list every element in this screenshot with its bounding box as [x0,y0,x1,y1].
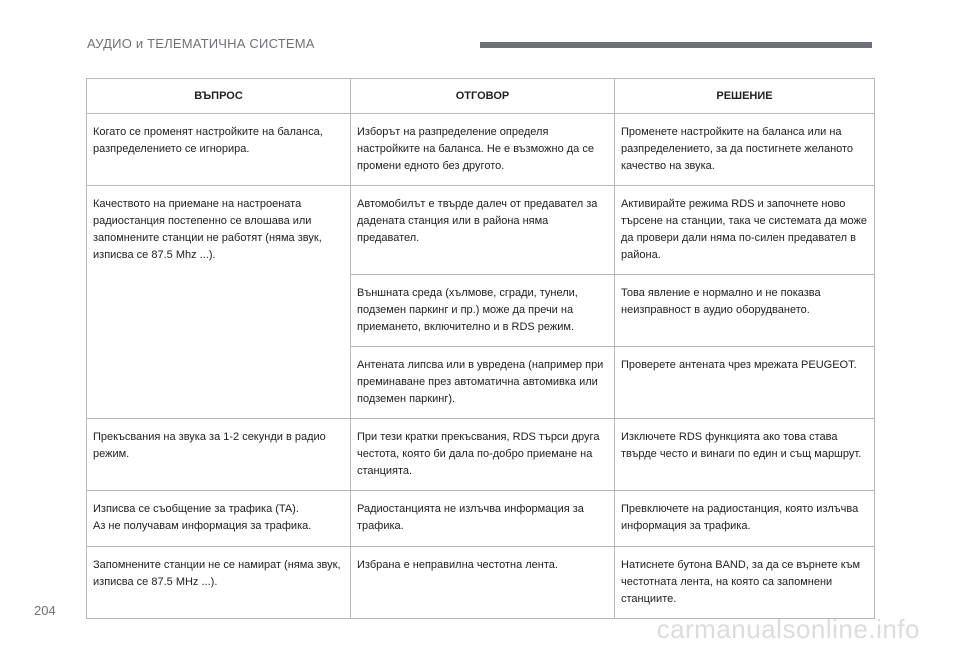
page-number: 204 [34,603,56,618]
question-cell: Когато се променят настройките на баланса, разпределението се игнорира. [87,114,351,186]
header-rule [480,42,872,48]
table-row [87,547,875,619]
table-row [87,491,875,547]
column-header-question: ВЪПРОС [87,79,351,114]
solution-cell: Това явление е нормално и не показва неизправност в аудио оборудването. [615,275,875,347]
answer-cell: При тези кратки прекъсвания, RDS търси друга честота, която би дала по-добро приемане на станцията. [351,419,615,491]
question-cell: Изписва се съобщение за трафика (TA). Аз не получавам информация за трафика. [87,491,351,547]
section-title: АУДИО и ТЕЛЕМАТИЧНА СИСТЕМА [87,36,315,51]
solution-cell: Активирайте режима RDS и започнете ново търсене на станции, така че системата да може да провери дали няма по-силен предавател в района. [615,186,875,275]
table-row [87,186,875,275]
solution-cell: Превключете на радиостанция, която излъчва информация за трафика. [615,491,875,547]
answer-cell: Автомобилът е твърде далеч от предавател за дадената станция или в района няма предавател. [351,186,615,275]
troubleshooting-table [86,78,875,619]
solution-cell: Променете настройките на баланса или на разпределението, за да постигнете желаното качество на звука. [615,114,875,186]
question-cell: Прекъсвания на звука за 1-2 секунди в радио режим. [87,419,351,491]
solution-cell: Натиснете бутона BAND, за да се върнете към честотната лента, на която са запомнени станциите. [615,547,875,619]
table-header-row [87,79,875,114]
solution-cell: Проверете антената чрез мрежата PEUGEOT. [615,347,875,419]
question-cell: Качеството на приемане на настроената радиостанция постепенно се влошава или запомнените станции не работят (няма звук, изписва се 87.5 Mhz ...). [87,186,351,419]
answer-cell: Изборът на разпределение определя настройките на баланса. Не е възможно да се промени едното без другото. [351,114,615,186]
table-row [87,419,875,491]
answer-cell: Антената липсва или в увредена (например при преминаване през автоматична автомивка или подземен паркинг). [351,347,615,419]
answer-cell: Избрана е неправилна честотна лента. [351,547,615,619]
table-row [87,114,875,186]
solution-cell: Изключете RDS функцията ако това става твърде често и винаги по един и същ маршрут. [615,419,875,491]
answer-cell: Радиостанцията не излъчва информация за трафика. [351,491,615,547]
column-header-solution: РЕШЕНИЕ [615,79,875,114]
column-header-answer: ОТГОВОР [351,79,615,114]
question-cell: Запомнените станции не се намират (няма звук, изписва се 87.5 MHz ...). [87,547,351,619]
site-watermark: carmanualsonline.info [656,614,920,644]
answer-cell: Външната среда (хълмове, сгради, тунели, подземен паркинг и пр.) може да пречи на приемането, включително и в RDS режим. [351,275,615,347]
